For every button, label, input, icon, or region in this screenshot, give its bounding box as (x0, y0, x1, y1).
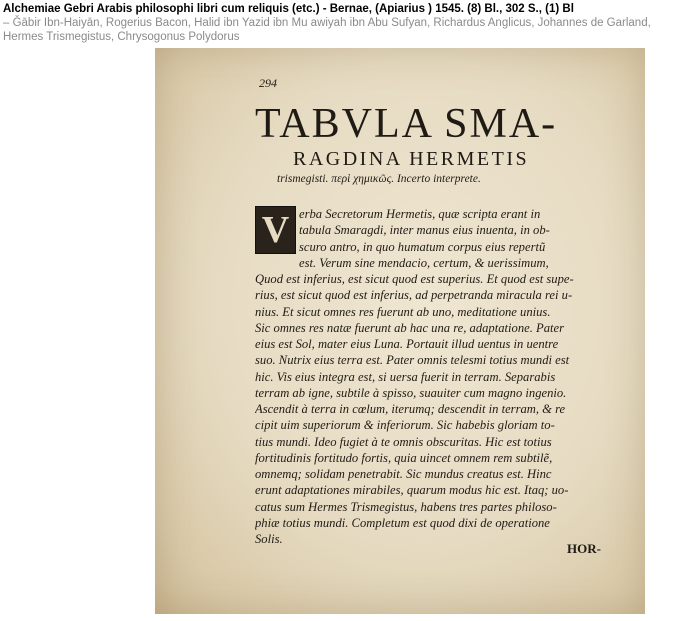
text-line: suo. Nutrix eius terra est. Pater omnis telesmi totius mundi est (255, 353, 570, 368)
text-line: Quod est inferius, est sicut quod est superius. Et quod est supe- (255, 272, 574, 286)
catchword: HOR- (567, 541, 601, 556)
text-line: nius. Et sicut omnes res fuerunt ab uno, meditatione unius. (255, 304, 551, 319)
text-line: omnemq; solidam penetrabit. Sic mundus creatus est. Hinc (255, 467, 552, 481)
listing-authors: – Ǧābir Ibn-Haiyān, Rogerius Bacon, Halid ibn Yazid ibn Mu awiyah ibn Abu Sufyan, Richardus Anglicus, Johannes de Garland, Hermes Trismegistus, Chrysogonus Polydorus (3, 17, 651, 43)
page-number: 294 (259, 76, 277, 90)
text-line: phiæ totius mundi. Completum est quod dixi de operatione (255, 515, 550, 530)
text-line: Solis. (255, 532, 283, 546)
drop-cap-letter: V (261, 209, 290, 251)
text-line: tabula Smaragdi, inter manus eius inuenta, in ob- (299, 223, 550, 238)
text-line: est. Verum sine mendacio, certum, & uerissimum, (299, 255, 549, 270)
page-heading-line2: RAGDINA HERMETIS (293, 148, 530, 170)
text-line: Ascendit à terra in cœlum, iterumq; descendit in terram, & re (255, 402, 566, 416)
text-line: scuro antro, in quo humatum corpus eius repertũ (299, 239, 546, 254)
text-line: tius mundi. Ideo fugiet à te omnis obscuritas. Hic est totius (255, 434, 552, 449)
text-line: rius, est sicut quod est inferius, ad perpetranda miracula rei u- (255, 288, 573, 303)
text-line: fortitudinis fortitudo fortis, quia uincet omnem rem subtilẽ, (255, 450, 553, 465)
book-page-image (155, 48, 645, 614)
listing-header (3, 2, 685, 44)
listing-title[interactable]: Alchemiae Gebri Arabis philosophi libri cum reliquis (etc.) - Bernae, (Apiarius ) 1545. (8) Bl., 302 S., (1) Bl (3, 3, 574, 15)
text-line: Sic omnes res natæ fuerunt ab hac una re, adaptatione. Pater (255, 320, 564, 335)
text-line: cipit uim superiorum & inferiorum. Sic habebis gloriam to- (255, 418, 555, 433)
text-line: eius est Sol, mater eius Luna. Portauit illud uentus in uentre (255, 337, 559, 351)
text-line: erba Secretorum Hermetis, quæ scripta erant in (299, 207, 541, 221)
text-line: erunt adaptationes mirabiles, quarum modus hic est. Itaq; uo- (255, 483, 569, 498)
page-heading-line1: TABVLA SMA- (255, 101, 558, 147)
text-line: terram ab igne, subtile à spisso, suauiter cum magno ingenio. (255, 385, 567, 400)
body-text (255, 206, 607, 547)
text-line: catus sum Hermes Trismegistus, habens tres partes philoso- (255, 499, 557, 514)
page-heading-subtitle: trismegisti. περὶ χημικῶς. Incerto interprete. (277, 173, 481, 185)
text-line: hic. Vis eius integra est, si uersa fuerit in terram. Separabis (255, 369, 556, 384)
